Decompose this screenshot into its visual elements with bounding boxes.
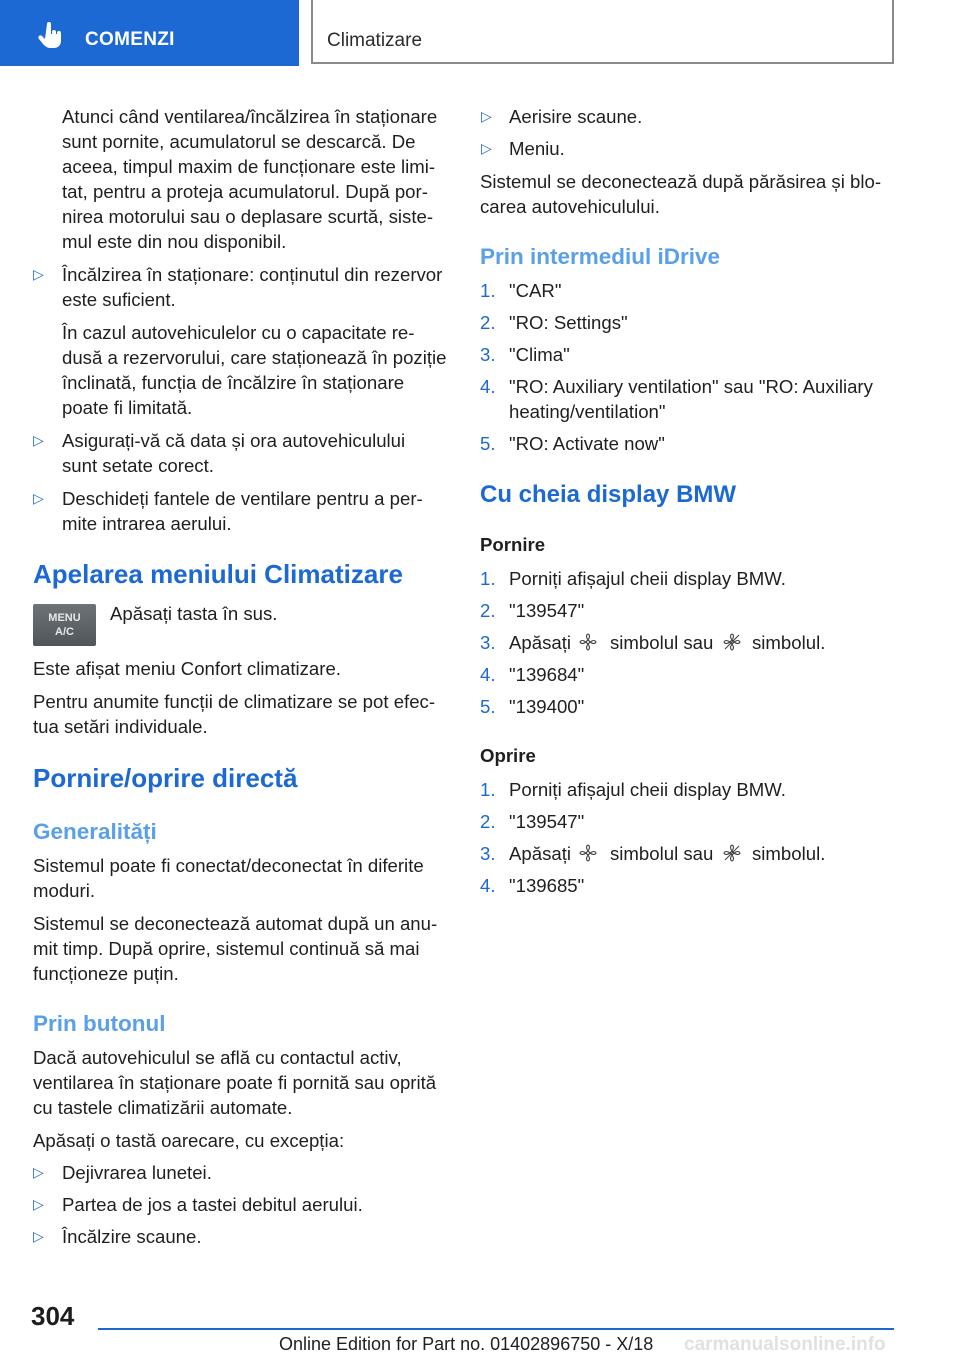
step-number: 4.: [480, 664, 496, 685]
bullet-triangle-icon: ▷: [33, 432, 44, 448]
footer-divider: [98, 1328, 894, 1330]
step-text: "RO: Auxiliary ventilation" sau "RO: Auxiliary: [509, 376, 873, 397]
bullet-text: Încălzirea în staționare: conținutul din rezervor: [62, 264, 443, 285]
bullet-note: În cazul autovehiculelor cu o capacitate re-: [62, 322, 415, 343]
bullet-text: Asigurați-vă că data și ora autovehiculului: [62, 430, 406, 451]
bullet-note: dusă a rezervorului, care staționează în poziție: [62, 347, 447, 368]
page-number: 304: [31, 1301, 75, 1331]
general-text: funcționeze puțin.: [33, 963, 179, 984]
step-text: heating/ventilation": [509, 401, 666, 422]
step-text: simbolul sau: [610, 843, 714, 864]
intro-line: sunt pornite, acumulatorul se descarcă. De: [62, 131, 416, 152]
step-text: Porniți afișajul cheii display BMW.: [509, 779, 786, 800]
fan-icon: [579, 844, 597, 862]
button-text: ventilarea în staționare poate fi pornită sau oprită: [33, 1072, 437, 1093]
step-text: "139400": [509, 696, 585, 717]
step-text: "139685": [509, 875, 585, 896]
intro-line: Atunci când ventilarea/încălzirea în staționare: [62, 106, 438, 127]
step-number: 3.: [480, 632, 496, 653]
bullet-triangle-icon: ▷: [33, 1228, 44, 1244]
menu-shown-text: Este afișat meniu Confort climatizare.: [33, 658, 341, 679]
step-text: "139684": [509, 664, 585, 685]
step-number: 1.: [480, 568, 496, 589]
subsection-heading: Prin butonul: [33, 1011, 166, 1036]
chapter-tab[interactable]: [0, 0, 299, 66]
button-text: Dacă autovehiculul se află cu contactul activ,: [33, 1047, 402, 1068]
general-text: mit timp. După oprire, sistemul continuă să mai: [33, 938, 420, 959]
step-number: 2.: [480, 600, 496, 621]
fan-icon: [579, 633, 597, 651]
menu-ac-button-image: [33, 604, 96, 646]
start-label: Pornire: [480, 534, 546, 555]
exception-item: Dejivrarea lunetei.: [62, 1162, 212, 1183]
general-text: Sistemul se deconectează automat după un anu-: [33, 913, 438, 934]
step-text: "139547": [509, 600, 585, 621]
settings-text: Pentru anumite funcții de climatizare se pot efec-: [33, 691, 436, 712]
section-heading: Cu cheia display BMW: [480, 481, 737, 508]
step-number: 4.: [480, 875, 496, 896]
step-number: 5.: [480, 696, 496, 717]
general-text: moduri.: [33, 880, 96, 901]
subsection-heading: Generalități: [33, 819, 157, 844]
step-text: "139547": [509, 811, 585, 832]
bullet-text: mite intrarea aerului.: [62, 513, 232, 534]
bullet-triangle-icon: ▷: [33, 266, 44, 282]
intro-line: tat, pentru a proteja acumulatorul. După por-: [62, 181, 428, 202]
bullet-triangle-icon: ▷: [33, 1164, 44, 1180]
edition-text: Online Edition for Part no. 01402896750 - X/18: [279, 1334, 654, 1354]
bullet-text: este suficient.: [62, 289, 176, 310]
step-text: "RO: Activate now": [509, 433, 665, 454]
step-number: 3.: [480, 344, 496, 365]
hand-pointer-icon: [38, 22, 64, 50]
step-text: simbolul sau: [610, 632, 714, 653]
menu-button-line2: A/C: [55, 626, 74, 638]
section-heading: Apelarea meniului Climatizare: [33, 559, 403, 589]
off-note: Sistemul se deconectează după părăsirea și blo-: [480, 171, 882, 192]
bullet-text: sunt setate corect.: [62, 455, 214, 476]
section-heading: Pornire/oprire directă: [33, 763, 298, 793]
step-number: 1.: [480, 280, 496, 301]
button-text: Apăsați o tastă oarecare, cu excepția:: [33, 1130, 345, 1151]
step-text: "Clima": [509, 344, 570, 365]
intro-line: aceea, timpul maxim de funcționare este limi-: [62, 156, 436, 177]
exception-item: Partea de jos a tastei debitul aerului.: [62, 1194, 363, 1215]
step-number: 2.: [480, 811, 496, 832]
general-text: Sistemul poate fi conectat/deconectat în diferite: [33, 855, 424, 876]
bullet-text: Aerisire scaune.: [509, 106, 643, 127]
press-key-text: Apăsați tasta în sus.: [110, 603, 278, 624]
bullet-triangle-icon: ▷: [33, 490, 44, 506]
intro-line: nirea motorului sau o deplasare scurtă, siste-: [62, 206, 434, 227]
step-text: Apăsați: [509, 843, 572, 864]
bullet-note: înclinată, funcția de încălzire în staționare: [62, 372, 405, 393]
bullet-triangle-icon: ▷: [481, 108, 492, 124]
step-number: 3.: [480, 843, 496, 864]
stop-label: Oprire: [480, 745, 536, 766]
header-title-frame: [311, 0, 894, 64]
bullet-text: Deschideți fantele de ventilare pentru a per-: [62, 488, 423, 509]
exception-item: Încălzire scaune.: [62, 1226, 202, 1247]
step-number: 4.: [480, 376, 496, 397]
step-text: simbolul.: [752, 632, 826, 653]
page-title: Climatizare: [327, 30, 423, 51]
step-number: 1.: [480, 779, 496, 800]
step-text: Apăsați: [509, 632, 572, 653]
step-text: simbolul.: [752, 843, 826, 864]
step-number: 2.: [480, 312, 496, 333]
chapter-tab-label: COMENZI: [85, 29, 175, 50]
fan-off-icon: [723, 633, 741, 651]
step-text: Porniți afișajul cheii display BMW.: [509, 568, 786, 589]
subsection-heading: Prin intermediul iDrive: [480, 244, 721, 269]
menu-button-line1: MENU: [48, 612, 81, 624]
settings-text: tua setări individuale.: [33, 716, 208, 737]
step-text: "CAR": [509, 280, 562, 301]
step-text: "RO: Settings": [509, 312, 628, 333]
bullet-triangle-icon: ▷: [33, 1196, 44, 1212]
step-number: 5.: [480, 433, 496, 454]
watermark: carmanualsonline.info: [684, 1334, 886, 1355]
bullet-text: Meniu.: [509, 138, 565, 159]
button-text: cu tastele climatizării automate.: [33, 1097, 293, 1118]
fan-off-icon: [723, 844, 741, 862]
intro-line: mul este din nou disponibil.: [62, 231, 287, 252]
bullet-triangle-icon: ▷: [481, 140, 492, 156]
off-note: carea autovehiculului.: [480, 196, 660, 217]
bullet-note: poate fi limitată.: [62, 397, 193, 418]
